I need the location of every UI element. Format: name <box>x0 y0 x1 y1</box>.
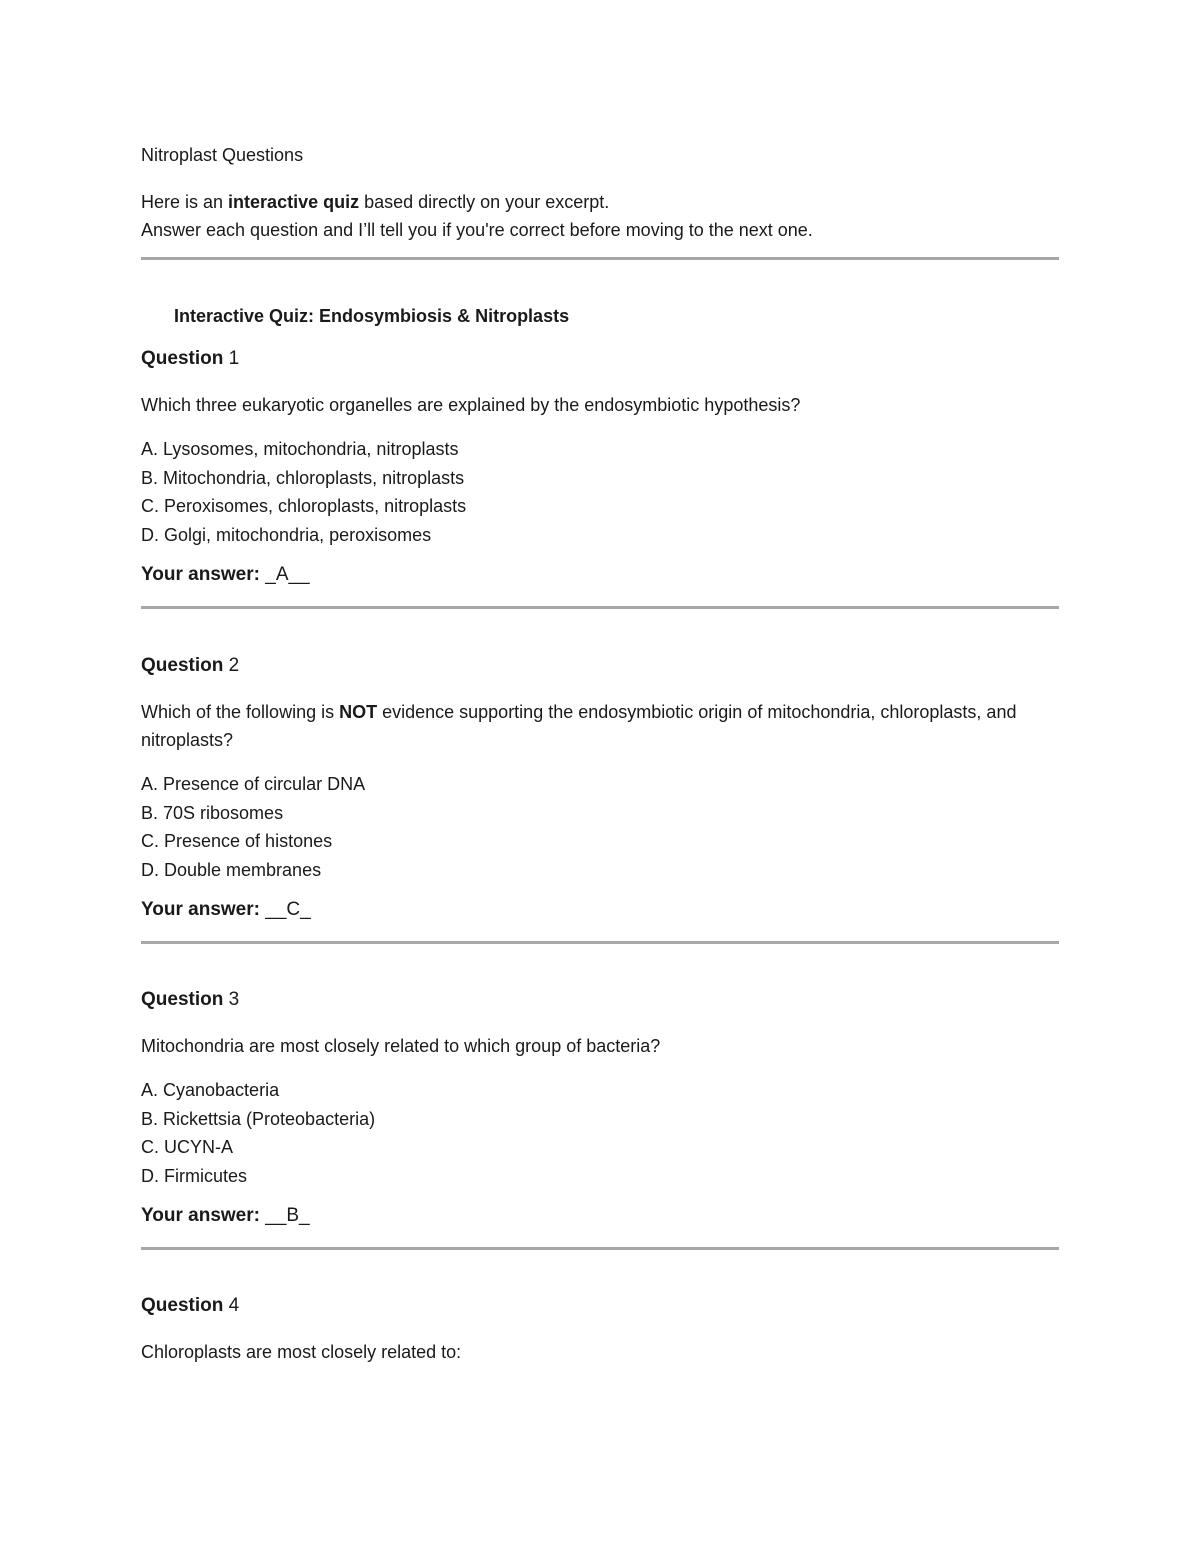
option-c: C. UCYN-A <box>141 1137 234 1157</box>
question-3 <box>141 988 1059 1228</box>
question-label-number: 4 <box>228 1295 240 1316</box>
question-4 <box>141 1294 1059 1382</box>
answer-options <box>141 1076 1059 1190</box>
question-label-number: 3 <box>228 989 240 1010</box>
document-title: Nitroplast Questions <box>141 145 304 165</box>
option-d: D. Firmicutes <box>141 1165 248 1186</box>
answer-value: _A__ <box>259 564 310 585</box>
horizontal-divider <box>141 257 1059 260</box>
answer-value: __B_ <box>259 1205 310 1226</box>
answer-options <box>141 435 1059 549</box>
quiz-heading: Interactive Quiz: Endosymbiosis & Nitroplasts <box>174 306 570 326</box>
option-b: B. Rickettsia (Proteobacteria) <box>141 1108 376 1129</box>
question-1 <box>141 347 1059 587</box>
question-label <box>141 988 1059 1012</box>
option-c: C. Presence of histones <box>141 831 333 851</box>
option-b: B. Mitochondria, chloroplasts, nitroplasts <box>141 467 465 488</box>
answer-label: Your answer: <box>141 564 260 585</box>
question-label-word: Question <box>141 655 224 676</box>
horizontal-divider <box>141 1247 1059 1250</box>
answer-value: __C_ <box>259 899 311 920</box>
question-label-word: Question <box>141 1295 224 1316</box>
question-text: Mitochondria are most closely related to which group of bacteria? <box>141 1036 661 1056</box>
question-label-word: Question <box>141 989 224 1010</box>
question-text: Chloroplasts are most closely related to: <box>141 1342 462 1362</box>
question-2 <box>141 654 1059 922</box>
option-d: D. Golgi, mitochondria, peroxisomes <box>141 524 432 545</box>
intro-line1-prefix: Here is an <box>141 192 229 212</box>
question-label-number: 1 <box>228 348 240 369</box>
question-label <box>141 654 1059 678</box>
intro-text <box>141 188 813 244</box>
option-c: C. Peroxisomes, chloroplasts, nitroplasts <box>141 496 467 516</box>
answer-line <box>141 898 1059 922</box>
horizontal-divider <box>141 606 1059 609</box>
question-label-number: 2 <box>228 655 240 676</box>
question-label <box>141 1294 1059 1318</box>
answer-line <box>141 563 1059 587</box>
option-a: A. Presence of circular DNA <box>141 774 366 794</box>
question-label-word: Question <box>141 348 224 369</box>
intro-line2: Answer each question and I’ll tell you if you're correct before moving to the next one. <box>141 220 813 240</box>
question-text-suffix: evidence supporting the endosymbiotic origin of mitochondria, chloroplasts, and nitroplasts? <box>141 702 1017 750</box>
question-text-emphasis: NOT <box>339 702 378 722</box>
answer-label: Your answer: <box>141 1205 260 1226</box>
question-label <box>141 347 1059 371</box>
answer-label: Your answer: <box>141 899 260 920</box>
option-b: B. 70S ribosomes <box>141 802 284 823</box>
horizontal-divider <box>141 941 1059 944</box>
option-a: A. Cyanobacteria <box>141 1080 280 1100</box>
intro-line1-bold: interactive quiz <box>228 192 360 212</box>
question-text <box>141 698 1059 754</box>
option-a: A. Lysosomes, mitochondria, nitroplasts <box>141 439 459 459</box>
answer-options <box>141 770 1059 884</box>
option-d: D. Double membranes <box>141 859 322 880</box>
answer-line <box>141 1204 1059 1228</box>
intro-line1-suffix: based directly on your excerpt. <box>359 192 610 212</box>
question-text: Which three eukaryotic organelles are explained by the endosymbiotic hypothesis? <box>141 395 801 415</box>
question-text-prefix: Which of the following is <box>141 702 340 722</box>
